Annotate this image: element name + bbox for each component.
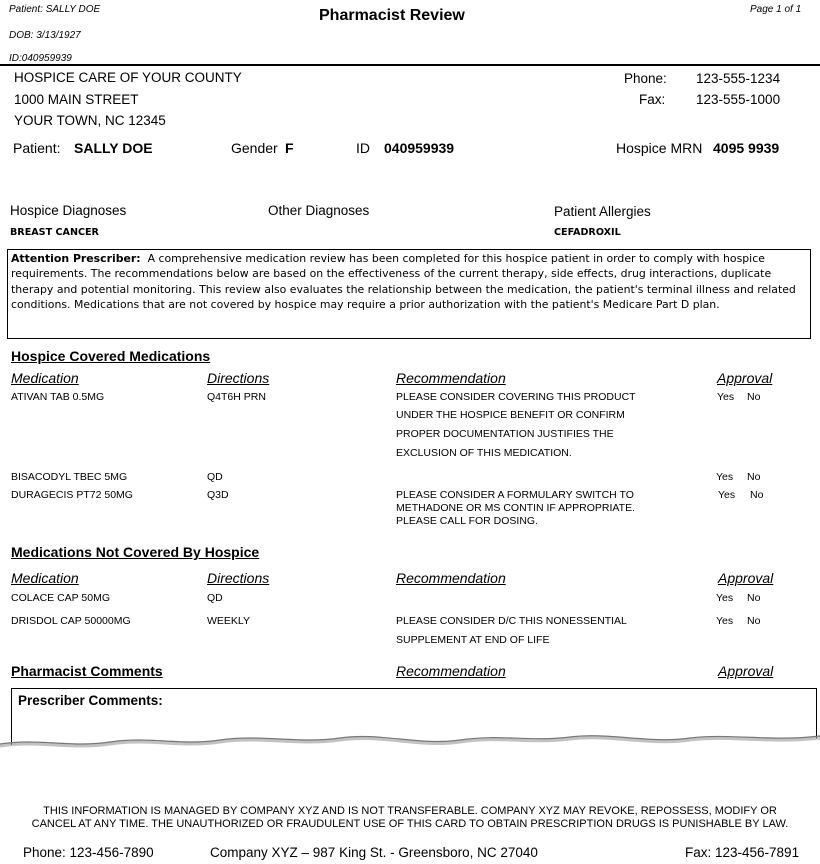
mrn-value: 4095 9939 bbox=[713, 140, 780, 156]
comments-col-approval: Approval bbox=[718, 663, 774, 679]
hospice-phone: 123-555-1234 bbox=[696, 71, 781, 86]
hospice-diagnosis-value: BREAST CANCER bbox=[10, 227, 99, 238]
attention-text: A comprehensive medication review has been completed for this hospice patient in order to comply with hospice requirements. The recommendations below are based on the effectiveness of the current therapy, side effects, drug interactions, duplicate therapy and potential monitoring. This review also evaluates the relationship between the medication, the patient's terminal illness and related conditions. Medications that are not covered by hospice may require a prior authorization with the patient's Medicare Part D plan. bbox=[11, 252, 796, 312]
page-number: Page 1 of 1 bbox=[750, 4, 802, 15]
page-title: Pharmacist Review bbox=[319, 7, 465, 24]
torn-edge bbox=[0, 722, 820, 762]
attention-box bbox=[7, 249, 811, 339]
not-covered-row-1-no[interactable]: No bbox=[747, 592, 761, 604]
prescriber-comments-label: Prescriber Comments: bbox=[18, 693, 163, 708]
patient-label: Patient: bbox=[13, 140, 61, 156]
footer-address: Company XYZ – 987 King St. - Greensboro, NC 27040 bbox=[210, 845, 538, 860]
attention-heading: Attention Prescriber: bbox=[11, 252, 141, 265]
header-id-line: ID:040959939 bbox=[9, 53, 72, 64]
covered-heading: Hospice Covered Medications bbox=[11, 348, 211, 364]
mrn-label: Hospice MRN bbox=[616, 140, 703, 156]
covered-row-2-medication: BISACODYL TBEC 5MG bbox=[11, 471, 128, 483]
covered-row-1-no[interactable]: No bbox=[747, 391, 761, 403]
allergy-value: CEFADROXIL bbox=[554, 227, 621, 238]
not-covered-row-2-rec-line-1: PLEASE CONSIDER D/C THIS NONESSENTIAL bbox=[396, 615, 627, 627]
covered-row-3-rec-line-2: METHADONE OR MS CONTIN IF APPROPRIATE. bbox=[396, 502, 635, 514]
other-diagnoses-label: Other Diagnoses bbox=[268, 203, 370, 218]
covered-row-1-rec-line-1: PLEASE CONSIDER COVERING THIS PRODUCT bbox=[396, 391, 636, 403]
footer-fax: Fax: 123-456-7891 bbox=[685, 845, 800, 860]
not-covered-row-1-medication: COLACE CAP 50MG bbox=[11, 592, 111, 604]
pharmacist-comments-heading: Pharmacist Comments bbox=[11, 663, 163, 679]
covered-col-medication: Medication bbox=[11, 370, 79, 386]
not-covered-row-1-directions: QD bbox=[207, 592, 223, 604]
not-covered-row-2-directions: WEEKLY bbox=[207, 615, 250, 627]
covered-row-1-rec-line-3: PROPER DOCUMENTATION JUSTIFIES THE bbox=[396, 428, 614, 440]
allergies-label: Patient Allergies bbox=[554, 204, 651, 219]
header-patient-line: Patient: SALLY DOE bbox=[9, 4, 101, 15]
covered-row-1-rec-line-2: UNDER THE HOSPICE BENEFIT OR CONFIRM bbox=[396, 409, 625, 421]
covered-col-recommendation: Recommendation bbox=[396, 370, 506, 386]
covered-row-1-yes[interactable]: Yes bbox=[717, 391, 735, 403]
not-covered-row-2-medication: DRISDOL CAP 50000MG bbox=[11, 615, 131, 627]
header-divider bbox=[0, 64, 820, 66]
not-covered-row-2-no[interactable]: No bbox=[747, 615, 761, 627]
comments-col-recommendation: Recommendation bbox=[396, 663, 506, 679]
not-covered-col-approval: Approval bbox=[718, 570, 774, 586]
hospice-fax: 123-555-1000 bbox=[696, 92, 781, 107]
gender-label: Gender bbox=[231, 140, 278, 156]
hospice-fax-label: Fax: bbox=[639, 92, 666, 107]
footer-phone: Phone: 123-456-7890 bbox=[23, 845, 154, 860]
covered-row-3-no[interactable]: No bbox=[750, 489, 764, 501]
not-covered-col-recommendation: Recommendation bbox=[396, 570, 506, 586]
covered-row-3-medication: DURAGECIS PT72 50MG bbox=[11, 489, 133, 501]
covered-row-3-yes[interactable]: Yes bbox=[718, 489, 736, 501]
covered-row-2-no[interactable]: No bbox=[747, 471, 761, 483]
disclaimer-line-2: CANCEL AT ANY TIME. THE UNAUTHORIZED OR FRAUDULENT USE OF THIS CARD TO OBTAIN PRESCRIPTION DRUGS IS PUNISHABLE BY LAW. bbox=[31, 818, 789, 830]
not-covered-col-directions: Directions bbox=[207, 570, 270, 586]
hospice-phone-label: Phone: bbox=[624, 71, 667, 86]
covered-row-2-directions: QD bbox=[207, 471, 223, 483]
hospice-street: 1000 MAIN STREET bbox=[14, 92, 139, 107]
covered-row-1-medication: ATIVAN TAB 0.5MG bbox=[11, 391, 105, 403]
not-covered-heading: Medications Not Covered By Hospice bbox=[11, 544, 260, 560]
hospice-city: YOUR TOWN, NC 12345 bbox=[14, 113, 166, 128]
covered-col-approval: Approval bbox=[717, 370, 773, 386]
disclaimer-line-1: THIS INFORMATION IS MANAGED BY COMPANY XYZ AND IS NOT TRANSFERABLE. COMPANY XYZ MAY REVOKE, REPOSSESS, MODIFY OR bbox=[43, 805, 777, 817]
gender-value: F bbox=[285, 140, 294, 156]
not-covered-row-1-yes[interactable]: Yes bbox=[716, 592, 734, 604]
not-covered-row-2-rec-line-2: SUPPLEMENT AT END OF LIFE bbox=[396, 634, 550, 646]
covered-row-3-directions: Q3D bbox=[207, 489, 229, 501]
patient-name: SALLY DOE bbox=[74, 140, 153, 156]
covered-row-3-rec-line-3: PLEASE CALL FOR DOSING. bbox=[396, 515, 538, 527]
hospice-diagnoses-label: Hospice Diagnoses bbox=[10, 203, 127, 218]
id-label: ID bbox=[356, 140, 370, 156]
covered-row-1-rec-line-4: EXCLUSION OF THIS MEDICATION. bbox=[396, 447, 572, 459]
not-covered-col-medication: Medication bbox=[11, 570, 79, 586]
not-covered-row-2-yes[interactable]: Yes bbox=[716, 615, 734, 627]
covered-row-2-yes[interactable]: Yes bbox=[716, 471, 734, 483]
id-value: 040959939 bbox=[384, 140, 455, 156]
header-dob-line: DOB: 3/13/1927 bbox=[9, 30, 81, 41]
covered-row-1-directions: Q4T6H PRN bbox=[207, 391, 266, 403]
hospice-name: HOSPICE CARE OF YOUR COUNTY bbox=[14, 70, 242, 85]
covered-col-directions: Directions bbox=[207, 370, 270, 386]
covered-row-3-rec-line-1: PLEASE CONSIDER A FORMULARY SWITCH TO bbox=[396, 489, 634, 501]
